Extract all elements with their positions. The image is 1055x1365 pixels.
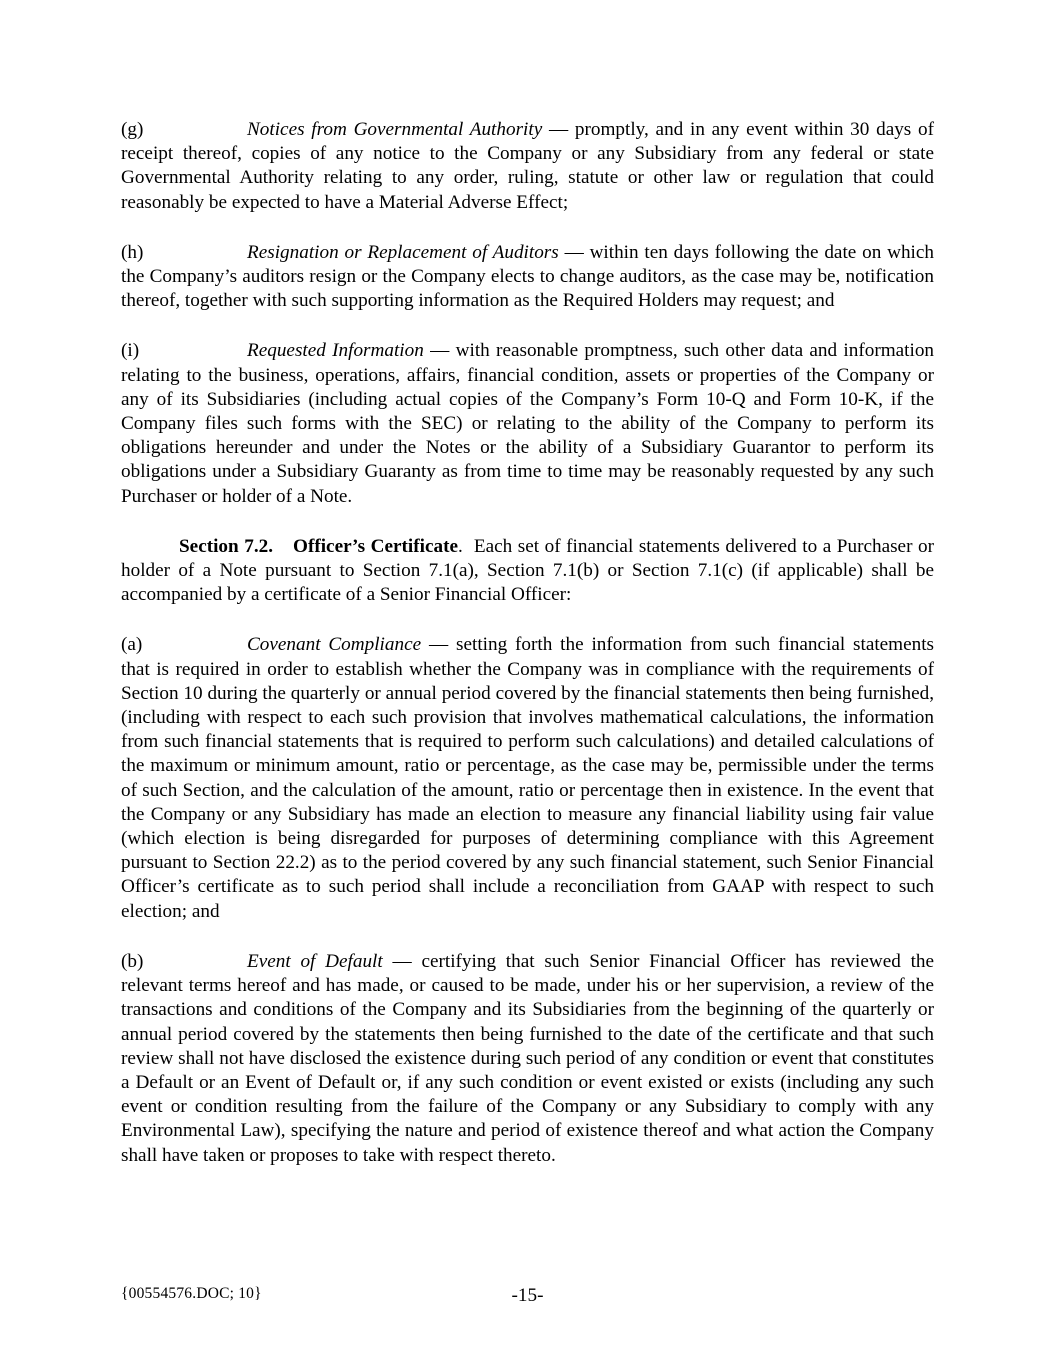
- subparagraph-title-b: Event of Default: [247, 950, 383, 972]
- section-period: .: [457, 535, 463, 557]
- subparagraph-dash-b: —: [392, 950, 412, 972]
- paragraph-g: [121, 118, 934, 215]
- section-7-2: [121, 535, 934, 608]
- section-text: Each set of financial statements delivered to a Purchaser or holder of a Note pursuant to Section 7.1(a), Section 7.1(b) or Section 7.1(c) (if applicable) shall be accompanied by a certificate of a Senior Financial Officer:: [121, 535, 934, 606]
- paragraph-h: [121, 241, 934, 314]
- page-footer: [0, 1285, 1055, 1315]
- paragraph-marker-h: (h): [121, 241, 144, 263]
- subparagraph-title-a: Covenant Compliance: [247, 634, 422, 656]
- paragraph-marker-i: (i): [121, 340, 140, 362]
- paragraph-text-i: with reasonable promptness, such other data and information relating to the business, operations, affairs, financial condition, assets or properties of the Company or any of its Subsidiaries (including actual copies of the Company’s Form 10-Q and Form 10-K, if the Company files such forms with the SEC) or relating to the ability of the Company to perform its obligations hereunder and under the Notes or the ability of a Subsidiary Guarantor to perform its obligations under a Subsidiary Guaranty as from time to time may be reasonably requested by any such Purchaser or holder of a Note.: [121, 340, 935, 507]
- subparagraph-b: [121, 950, 934, 1168]
- document-body: [121, 118, 934, 1168]
- page-number: -15-: [511, 1285, 544, 1306]
- paragraph-i: [121, 339, 934, 508]
- paragraph-title-i: Requested Information: [247, 340, 424, 362]
- subparagraph-text-a: setting forth the information from such financial statements that is required in order to establish whether the Company was in compliance with the requirements of Section 10 during the quarterly or annual period covered by the financial statements then being furnished, (including with respect to each such provision that involves mathematical calculations, the information from such financial statements that is required to perform such calculations) and detailed calculations of the maximum or minimum amount, ratio or percentage, as the case may be, permissible under the terms of such Section, and the calculation of the amount, ratio or percentage then in existence. In the event that the Company or any Subsidiary has made an election to measure any financial liability using fair value (which election is being disregarded for purposes of determining compliance with this Agreement pursuant to Section 22.2) as to the period covered by any such financial statement, such Senior Financial Officer’s certificate as to such period shall include a reconciliation from GAAP with respect to such election; and: [121, 634, 935, 922]
- paragraph-dash-i: —: [430, 340, 450, 362]
- subparagraph-marker-a: (a): [121, 634, 143, 656]
- section-number: Section 7.2.: [179, 535, 274, 557]
- subparagraph-a: [121, 633, 934, 923]
- subparagraph-marker-b: (b): [121, 950, 144, 972]
- paragraph-dash-h: —: [564, 241, 584, 263]
- paragraph-text-g: promptly, and in any event within 30 days of receipt thereof, copies of any notice to the Company or any Subsidiary from any federal or state Governmental Authority relating to any order, ruling, statute or other law or regulation that could reasonably be expected to have a Material Adverse Effect;: [121, 119, 935, 213]
- section-heading: Officer’s Certificate: [293, 535, 458, 557]
- paragraph-dash-g: —: [548, 119, 569, 140]
- document-id: {00554576.DOC; 10}: [121, 1285, 262, 1302]
- paragraph-title-g: Notices from Governmental Authority: [247, 119, 543, 140]
- paragraph-title-h: Resignation or Replacement of Auditors: [247, 241, 559, 263]
- subparagraph-text-b: certifying that such Senior Financial Officer has reviewed the relevant terms hereof and has made, or caused to be made, under his or her supervision, a review of the transactions and conditions of the Company and its Subsidiaries from the beginning of the quarterly or annual period covered by the statements then being furnished to the date of the certificate and that such review shall not have disclosed the existence during such period of any condition or event that constitutes a Default or an Event of Default or, if any such condition or event existed or exists (including any such event or condition resulting from the failure of the Company or any Subsidiary to comply with any Environmental Law), specifying the nature and period of existence thereof and what action the Company shall have taken or proposes to take with respect thereto.: [121, 950, 935, 1166]
- paragraph-marker-g: (g): [121, 119, 144, 140]
- subparagraph-dash-a: —: [428, 634, 449, 656]
- paragraph-text-h: within ten days following the date on which the Company’s auditors resign or the Company elects to change auditors, as the case may be, notification thereof, together with such supporting information as the Required Holders may request; and: [121, 241, 934, 312]
